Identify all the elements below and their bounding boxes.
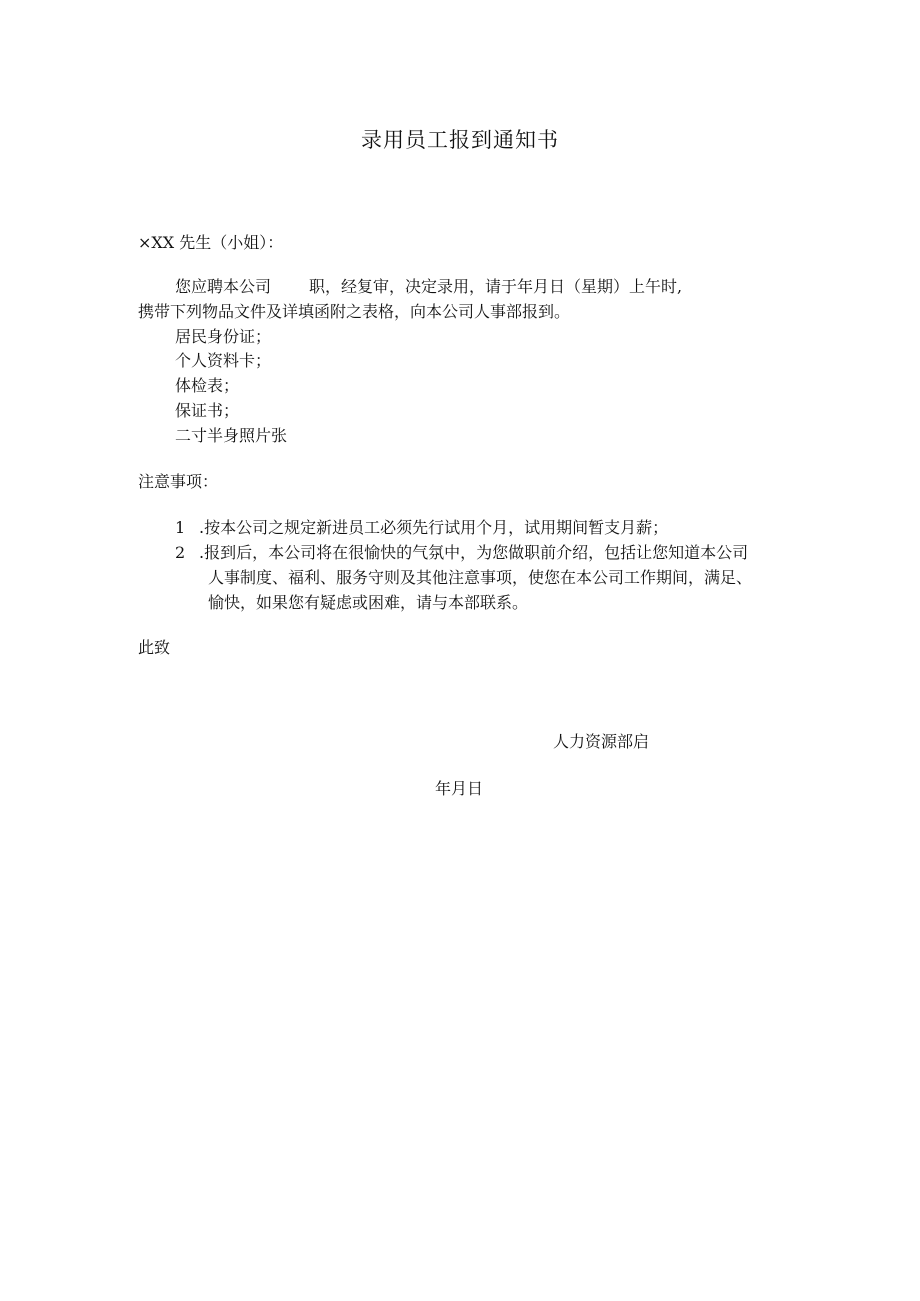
date-line: 年月日 xyxy=(435,779,484,798)
body-line-1-end: 职，经复审，决定录用，请于年月日（星期）上午时, xyxy=(309,277,683,296)
body-line-2: 携带下列物品文件及详填函附之表格，向本公司人事部报到。 xyxy=(138,302,571,321)
body-line-1 xyxy=(175,276,682,298)
note-item-2 xyxy=(175,542,748,564)
salutation: ×XX 先生（小姐）： xyxy=(138,233,284,252)
note-number: 2 xyxy=(175,543,186,562)
list-item: 居民身份证； xyxy=(175,327,272,346)
list-item: 个人资料卡； xyxy=(175,351,272,370)
list-item: 二寸半身照片张 xyxy=(175,426,288,445)
note-item-1 xyxy=(175,517,668,539)
signer: 人力资源部启 xyxy=(553,732,650,751)
note-number: 1 xyxy=(175,518,186,537)
list-item: 体检表； xyxy=(175,376,240,395)
document-title: 录用员工报到通知书 xyxy=(361,128,559,152)
notice-label: 注意事项： xyxy=(138,472,219,491)
list-item: 保证书； xyxy=(175,401,240,420)
note-text: .按本公司之规定新进员工必须先行试用个月，试用期间暂支月薪； xyxy=(199,518,669,537)
note-text: .报到后，本公司将在很愉快的气氛中，为您做职前介绍，包括让您知道本公司 xyxy=(199,543,749,562)
body-line-1-start: 您应聘本公司 xyxy=(175,277,272,296)
closing: 此致 xyxy=(138,638,171,657)
note-text-continued: 愉快，如果您有疑虑或困难，请与本部联系。 xyxy=(208,593,529,612)
note-text-continued: 人事制度、福利、服务守则及其他注意事项，使您在本公司工作期间，满足、 xyxy=(208,568,753,587)
